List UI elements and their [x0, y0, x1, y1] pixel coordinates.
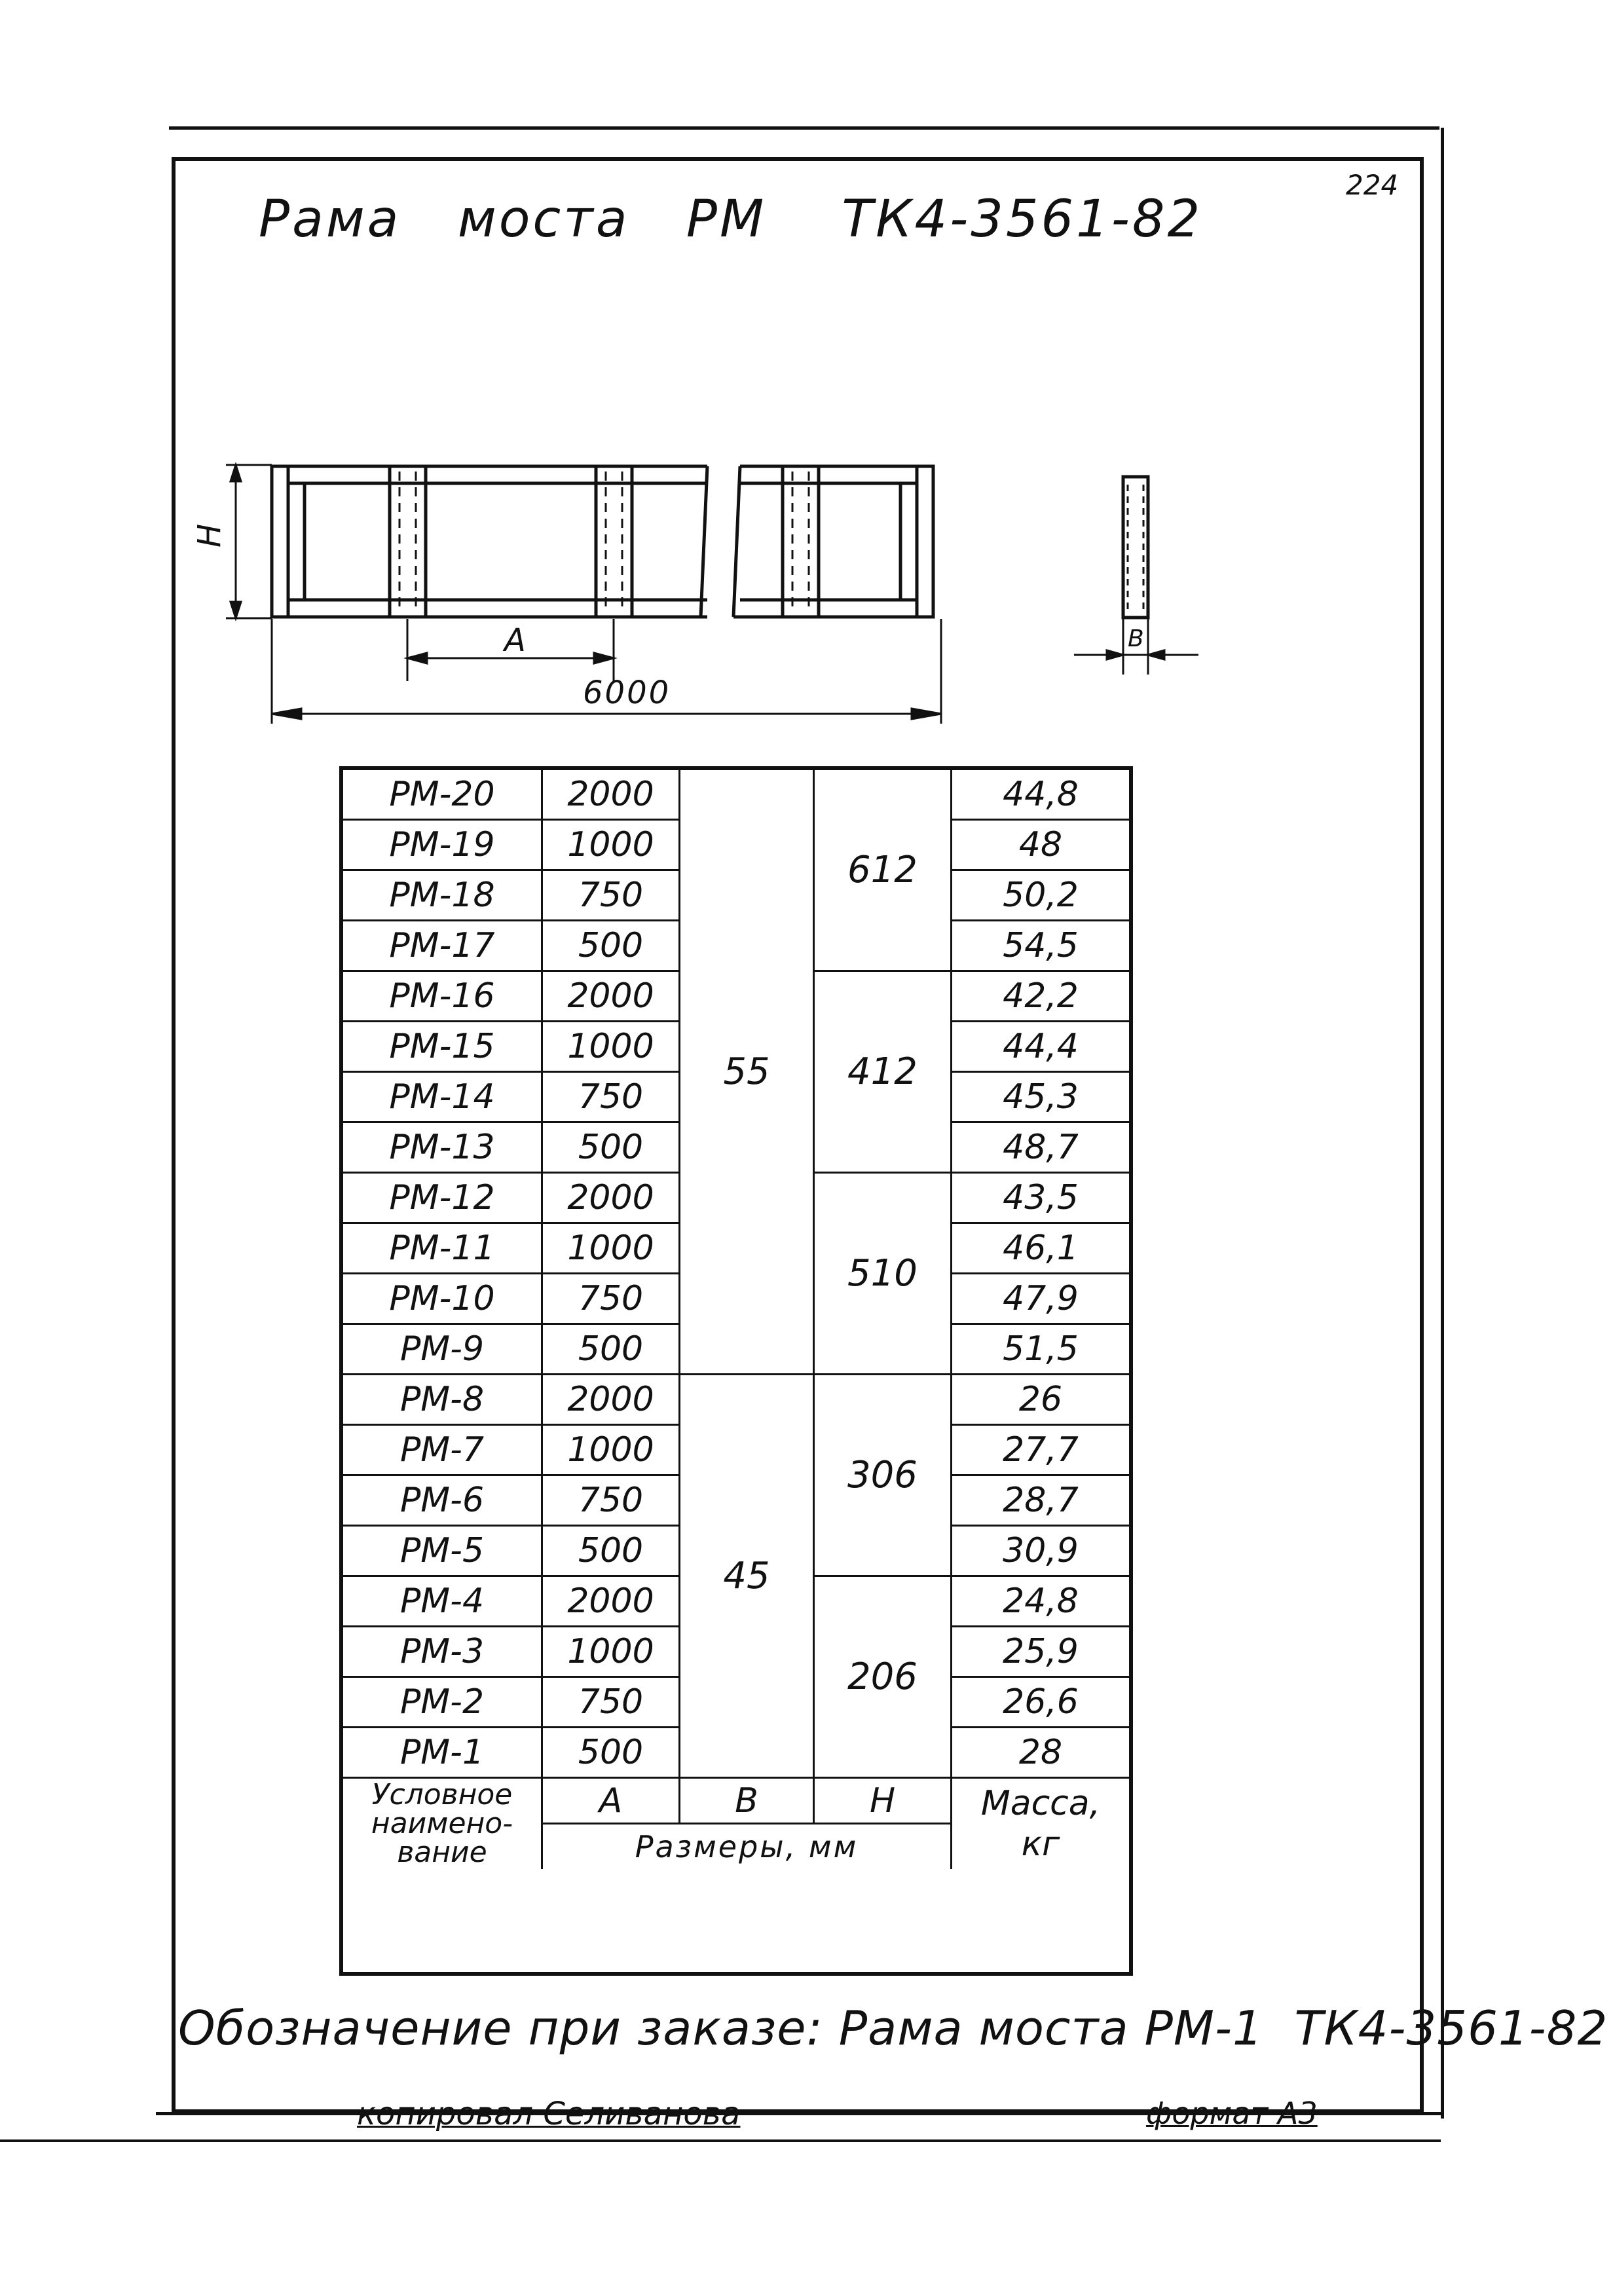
outer-frame-top — [169, 126, 1439, 130]
table-row-mass: 54,5 — [952, 921, 1129, 972]
table-row-a: 750 — [543, 1678, 680, 1728]
header-name-line3: вание — [397, 1836, 487, 1869]
table-row-name: РМ-3 — [343, 1627, 543, 1678]
table-row-name: РМ-1 — [343, 1728, 543, 1779]
h-group-206: 206 — [815, 1577, 952, 1779]
table-row-name: РМ-14 — [343, 1073, 543, 1123]
table-row-a: 500 — [543, 921, 680, 972]
table-row-a: 750 — [543, 871, 680, 921]
table-row-a: 2000 — [543, 1174, 680, 1224]
table-row-a: 750 — [543, 1274, 680, 1325]
table-row-a: 500 — [543, 1325, 680, 1375]
table-row-a: 1000 — [543, 821, 680, 871]
table-row-name: РМ-16 — [343, 972, 543, 1022]
order-designation: Обозначение при заказе: Рама моста РМ-1 ТК4-3561-82 — [178, 2001, 1608, 2056]
dimension-label-h: Н — [191, 523, 229, 548]
bottom-rule — [0, 2139, 1441, 2142]
dimension-label-total: 6000 — [583, 675, 671, 711]
table-row-name: РМ-17 — [343, 921, 543, 972]
table-row-mass: 28,7 — [952, 1476, 1129, 1527]
table-row-name: РМ-13 — [343, 1123, 543, 1174]
table-row-mass: 51,5 — [952, 1325, 1129, 1375]
table-row-a: 750 — [543, 1073, 680, 1123]
table-row-name: РМ-11 — [343, 1224, 543, 1274]
frame-plan-view — [272, 466, 933, 617]
header-name-line1: Условное — [371, 1778, 513, 1811]
table-row-a: 500 — [543, 1123, 680, 1174]
table-row-a: 2000 — [543, 1375, 680, 1426]
table-row-a: 750 — [543, 1476, 680, 1527]
table-row-mass: 26,6 — [952, 1678, 1129, 1728]
table-row-mass: 30,9 — [952, 1527, 1129, 1577]
copied-by: копировал Селиванова — [357, 2096, 741, 2132]
page-number: 224 — [1346, 169, 1399, 201]
table-row-mass: 50,2 — [952, 871, 1129, 921]
table-row-name: РМ-10 — [343, 1274, 543, 1325]
table-row-name: РМ-5 — [343, 1527, 543, 1577]
table-row-name: РМ-6 — [343, 1476, 543, 1527]
header-mass — [952, 1779, 1129, 1869]
table-row-a: 1000 — [543, 1426, 680, 1476]
table-row-mass: 44,8 — [952, 770, 1129, 821]
table-row-name: РМ-12 — [343, 1174, 543, 1224]
table-row-name: РМ-15 — [343, 1022, 543, 1073]
table-row-name: РМ-19 — [343, 821, 543, 871]
h-group-306: 306 — [815, 1375, 952, 1577]
table-row-mass: 27,7 — [952, 1426, 1129, 1476]
b-group-55: 55 — [680, 770, 815, 1375]
table-row-a: 1000 — [543, 1224, 680, 1274]
table-row-name: РМ-20 — [343, 770, 543, 821]
table-row-name: РМ-4 — [343, 1577, 543, 1627]
table-row-mass: 48 — [952, 821, 1129, 871]
table-row-mass: 48,7 — [952, 1123, 1129, 1174]
table-row-a: 2000 — [543, 1577, 680, 1627]
table-row-mass: 42,2 — [952, 972, 1129, 1022]
table-row-mass: 45,3 — [952, 1073, 1129, 1123]
table-row-a: 500 — [543, 1728, 680, 1779]
h-group-412: 412 — [815, 972, 952, 1174]
header-b: В — [680, 1779, 815, 1824]
h-group-510: 510 — [815, 1174, 952, 1375]
header-h: Н — [815, 1779, 952, 1824]
sheet-format: формат А3 — [1146, 2096, 1318, 2131]
b-group-45: 45 — [680, 1375, 815, 1779]
table-row-a: 1000 — [543, 1022, 680, 1073]
table-row-mass: 43,5 — [952, 1174, 1129, 1224]
table-row-a: 2000 — [543, 972, 680, 1022]
table-row-mass: 46,1 — [952, 1224, 1129, 1274]
dimension-label-a: А — [504, 622, 526, 659]
table-row-a: 1000 — [543, 1627, 680, 1678]
header-name-line2: наимено- — [371, 1807, 513, 1840]
table-row-name: РМ-9 — [343, 1325, 543, 1375]
frame-side-view — [1123, 477, 1148, 618]
outer-frame-right — [1441, 128, 1444, 2119]
table-row-mass: 24,8 — [952, 1577, 1129, 1627]
frame-drawing — [190, 445, 1238, 740]
h-group-612: 612 — [815, 770, 952, 972]
table-row-name: РМ-2 — [343, 1678, 543, 1728]
table-row-a: 2000 — [543, 770, 680, 821]
table-row-mass: 26 — [952, 1375, 1129, 1426]
header-name — [343, 1779, 543, 1869]
header-mass-line1: Масса, — [980, 1784, 1101, 1823]
frame-sizes-table — [339, 766, 1133, 1976]
table-row-mass: 25,9 — [952, 1627, 1129, 1678]
header-dimensions: Размеры, мм — [543, 1824, 952, 1869]
dimension-label-b: В — [1128, 625, 1144, 652]
table-row-name: РМ-8 — [343, 1375, 543, 1426]
header-a: А — [543, 1779, 680, 1824]
table-row-mass: 28 — [952, 1728, 1129, 1779]
drawing-title: Рама моста РМ ТК4-3561-82 — [259, 190, 1203, 249]
table-row-name: РМ-18 — [343, 871, 543, 921]
table-row-name: РМ-7 — [343, 1426, 543, 1476]
header-mass-line2: кг — [1021, 1824, 1060, 1864]
table-row-mass: 44,4 — [952, 1022, 1129, 1073]
table-row-a: 500 — [543, 1527, 680, 1577]
table-row-mass: 47,9 — [952, 1274, 1129, 1325]
